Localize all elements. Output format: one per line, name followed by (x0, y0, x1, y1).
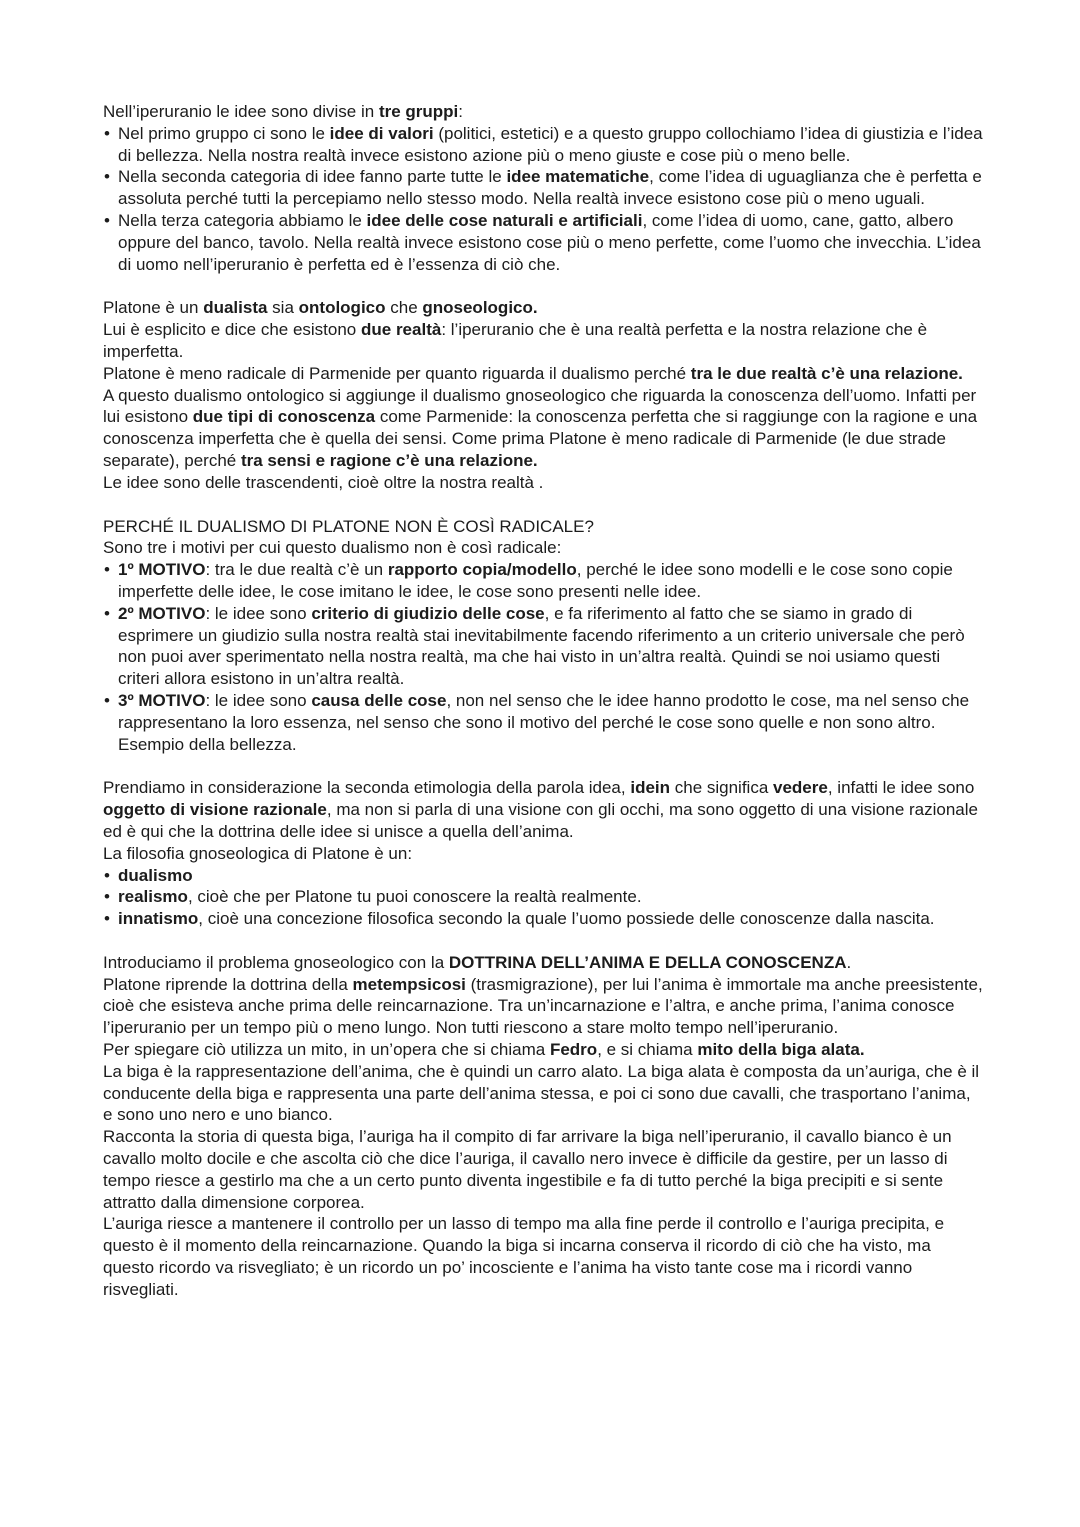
text-run: Nel primo gruppo ci sono le (118, 123, 330, 143)
bold-text: tra sensi e ragione c’è una relazione. (240, 450, 538, 470)
text-run: Racconta la storia di questa biga, l’auriga ha il compito di far arrivare la biga nell’iperuranio, il cavallo bianco è un cavallo molto docile e che ascolta ciò che dice l’auriga, il cavallo nero invece è difficile da gestire, per un lasso di tempo riesce a gestirlo ma che a un certo punto diventa ingestibile e fa di tutto perché la biga precipiti e si sente attratto dalla dimensione corporea. (103, 1127, 952, 1212)
paragraph (103, 363, 983, 385)
bold-text: 1º MOTIVO (118, 560, 206, 580)
list-item (103, 908, 983, 930)
bullet-list (103, 123, 983, 276)
text-run: sia (267, 298, 299, 318)
text-section (103, 297, 983, 493)
paragraph (103, 1061, 983, 1126)
text-run: , ma non si parla di una visione con gli occhi, ma sono oggetto di una visione razionale ed è qui che la dottrina delle idee si unisce a quella dell’anima. (103, 800, 978, 841)
bold-text: idee matematiche (506, 167, 650, 187)
bold-text: innatismo (118, 909, 199, 929)
text-run: , cioè una concezione filosofica secondo la quale l’uomo possiede delle conoscenze dalla nascita. (198, 909, 935, 929)
text-section (103, 777, 983, 930)
list-item (103, 123, 983, 167)
paragraph (103, 952, 983, 974)
text-run: , come l’idea di uomo, cane, gatto, albero oppure del banco, tavolo. Nella realtà invece esistono cose più o meno perfette, come l’uomo che invecchia. L’idea di uomo nell’iperuranio è perfetta ed è l’essenza di ciò che. (118, 210, 981, 274)
paragraph (103, 843, 983, 865)
bold-text: causa delle cose (311, 690, 447, 710)
list-item (103, 690, 983, 755)
list-item (103, 210, 983, 275)
bold-text: dualismo (118, 865, 193, 885)
paragraph (103, 472, 983, 494)
bold-text: metempsicosi (352, 974, 466, 994)
bold-text: realismo (118, 887, 188, 907)
text-run: che significa (670, 778, 774, 798)
paragraph (103, 974, 983, 1039)
paragraph (103, 385, 983, 472)
bold-text: DOTTRINA DELL’ANIMA E DELLA CONOSCENZA (448, 952, 847, 972)
paragraph (103, 319, 983, 363)
text-run: Introduciamo il problema gnoseologico con la (103, 952, 449, 972)
text-run: : le idee sono (205, 690, 312, 710)
text-run: (politici, estetici) e a questo gruppo collochiamo l’idea di giustizia e l’idea di bellezza. Nella nostra realtà invece esistono azione più o meno giuste e cose più o meno belle. (118, 123, 983, 165)
bold-text: mito della biga alata. (697, 1040, 865, 1060)
text-run: , cioè che per Platone tu puoi conoscere la realtà realmente. (187, 887, 642, 907)
list-item (103, 865, 983, 887)
bold-text: oggetto di visione razionale (103, 800, 327, 820)
bold-text: ontologico (298, 298, 386, 318)
text-run: L’auriga riesce a mantenere il controllo per un lasso di tempo ma alla fine perde il controllo e l’auriga precipita, e questo è il momento della reincarnazione. Quando la biga si incarna conserva il ricordo di ciò che ha visto, ma questo ricordo va risvegliato; è un ricordo un po’ incosciente e l’anima ha visto tante cose ma i ricordi vanno risvegliati. (103, 1214, 945, 1299)
paragraph (103, 101, 983, 123)
paragraph (103, 1039, 983, 1061)
text-section (103, 952, 983, 1301)
bold-text: rapporto copia/modello (387, 560, 577, 580)
paragraph (103, 1126, 983, 1213)
bold-text: 3º MOTIVO (118, 690, 206, 710)
list-item (103, 559, 983, 603)
text-run: , e si chiama (597, 1040, 698, 1060)
list-item (103, 166, 983, 210)
text-run: Per spiegare ciò utilizza un mito, in un’opera che si chiama (103, 1040, 550, 1060)
text-run: Lui è esplicito e dice che esistono (103, 320, 361, 340)
paragraph (103, 297, 983, 319)
list-item (103, 886, 983, 908)
text-run: Prendiamo in considerazione la seconda etimologia della parola idea, (103, 778, 631, 798)
paragraph (103, 516, 983, 538)
text-run: : l’iperuranio che è una realtà perfetta e la nostra relazione che è imperfetta. (103, 320, 928, 361)
bold-text: criterio di giudizio delle cose (311, 603, 545, 623)
text-section (103, 516, 983, 756)
bold-text: due realtà (361, 320, 442, 340)
text-run: La biga è la rappresentazione dell’anima, che è quindi un carro alato. La biga alata è composta da un’auriga, che è il conducente della biga e rappresenta una parte dell’anima stessa, e poi ci sono due cavalli, che trasportano l’anima, e sono uno nero e uno bianco. (103, 1061, 980, 1125)
bold-text: dualista (203, 298, 268, 318)
text-run: , infatti le idee sono (827, 778, 975, 798)
paragraph (103, 1213, 983, 1300)
text-run: , perché le idee sono modelli e le cose sono copie imperfette delle idee, le cose imitano le idee, le cose sono presenti nelle idee. (118, 560, 953, 601)
text-run: Platone è meno radicale di Parmenide per quanto riguarda il dualismo perché (103, 363, 691, 383)
paragraph (103, 777, 983, 842)
text-section (103, 101, 983, 275)
text-run: come Parmenide: la conoscenza perfetta che si raggiunge con la ragione e una conoscenza imperfetta che è quella dei sensi. Come prima Platone è meno radicale di Parmenide (le due strade separate), perché (103, 407, 978, 470)
text-run: , come l’idea di uguaglianza che è perfetta e assoluta perché tutti la percepiamo nello stesso modo. Nella realtà invece esistono cose più o meno uguali. (118, 167, 982, 209)
bold-text: 2º MOTIVO (118, 603, 206, 623)
bold-text: gnoseologico. (422, 298, 538, 318)
bold-text: Fedro (549, 1040, 598, 1060)
text-run: Nella terza categoria abbiamo le (118, 210, 367, 230)
text-run: PERCHÉ IL DUALISMO DI PLATONE NON È COSÌ RADICALE? (103, 516, 594, 536)
bold-text: idee delle cose naturali e artificiali (366, 210, 643, 230)
text-run: Platone è un (103, 298, 204, 318)
text-run: Sono tre i motivi per cui questo dualismo non è così radicale: (103, 538, 562, 558)
bold-text: due tipi di conoscenza (192, 407, 376, 427)
text-run: Platone riprende la dottrina della (103, 974, 353, 994)
text-run: (trasmigrazione), per lui l’anima è immortale ma anche preesistente, cioè che esisteva anche prima delle reincarnazione. Tra un’incarnazione e l’altra, e anche prima, l’anima conosce l’iperuranio per un tempo più o meno lungo. Non tutti riescono a stare molto tempo nell’iperuranio. (103, 974, 983, 1038)
text-run: : le idee sono (205, 603, 312, 623)
bullet-list (103, 559, 983, 755)
text-run: La filosofia gnoseologica di Platone è un: (103, 843, 413, 863)
text-run: , non nel senso che le idee hanno prodotto le cose, ma nel senso che rappresentano la loro essenza, nel senso che sono il motivo del perché le cose sono quelle e non sono altro. Esempio della bellezza. (118, 690, 970, 754)
document-body (103, 101, 983, 1323)
paragraph (103, 537, 983, 559)
text-run: : tra le due realtà c’è un (205, 560, 388, 580)
bold-text: tre gruppi (378, 102, 459, 121)
text-run: . (846, 952, 852, 972)
text-run: Nella seconda categoria di idee fanno parte tutte le (118, 167, 507, 187)
bold-text: idein (630, 778, 671, 798)
list-item (103, 603, 983, 690)
bold-text: vedere (773, 778, 828, 798)
bold-text: tra le due realtà c’è una relazione. (690, 363, 963, 383)
text-run: Nell’iperuranio le idee sono divise in (103, 102, 379, 121)
text-run: , e fa riferimento al fatto che se siamo in grado di esprimere un giudizio sulla nostra realtà stai inevitabilmente facendo riferimento a un criterio universale che però non puoi aver sperimentato nella nostra realtà, ma che hai visto in un’altra realtà. Quindi se noi usiamo questi criteri allora esistono in un’altra realtà. (118, 603, 965, 689)
bullet-list (103, 865, 983, 930)
bold-text: idee di valori (329, 123, 434, 143)
text-run: Le idee sono delle trascendenti, cioè oltre la nostra realtà . (103, 472, 544, 492)
text-run: A questo dualismo ontologico si aggiunge il dualismo gnoseologico che riguarda la conoscenza dell’uomo. Infatti per lui esistono (103, 385, 977, 427)
text-run: che (385, 298, 423, 318)
text-run: : (458, 102, 464, 121)
